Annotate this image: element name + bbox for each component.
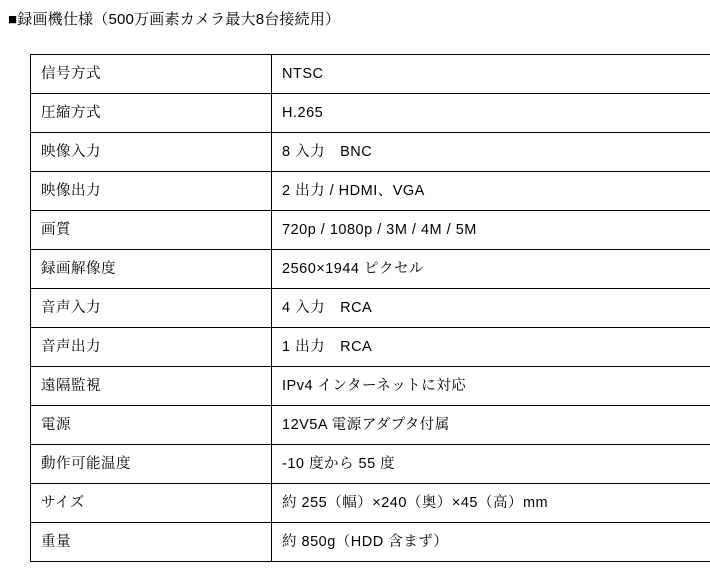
spec-value: 1 出力 RCA <box>272 328 710 367</box>
table-row <box>31 94 710 133</box>
spec-label: 遠隔監視 <box>31 367 272 406</box>
spec-label: 映像出力 <box>31 172 272 211</box>
spec-label: 圧縮方式 <box>31 94 272 133</box>
table-row <box>31 406 710 445</box>
spec-label: サイズ <box>31 484 272 523</box>
spec-value: IPv4 インターネットに対応 <box>272 367 710 406</box>
spec-label: 動作可能温度 <box>31 445 272 484</box>
spec-value: 8 入力 BNC <box>272 133 710 172</box>
table-body <box>31 55 710 562</box>
spec-value: 4 入力 RCA <box>272 289 710 328</box>
table-row <box>31 133 710 172</box>
table-row <box>31 172 710 211</box>
spec-label: 信号方式 <box>31 55 272 94</box>
spec-value: 2560×1944 ピクセル <box>272 250 710 289</box>
spec-value: 約 255（幅）×240（奥）×45（高）mm <box>272 484 710 523</box>
specification-table <box>30 54 710 562</box>
page-title: ■録画機仕様（500万画素カメラ最大8台接続用） <box>8 11 341 28</box>
table-row <box>31 250 710 289</box>
table-row <box>31 55 710 94</box>
spec-value: -10 度から 55 度 <box>272 445 710 484</box>
spec-value: 2 出力 / HDMI、VGA <box>272 172 710 211</box>
table-row <box>31 484 710 523</box>
table-row <box>31 523 710 562</box>
table-row <box>31 289 710 328</box>
spec-value: 12V5A 電源アダプタ付属 <box>272 406 710 445</box>
spec-label: 電源 <box>31 406 272 445</box>
table-row <box>31 445 710 484</box>
spec-label: 録画解像度 <box>31 250 272 289</box>
spec-value: 720p / 1080p / 3M / 4M / 5M <box>272 211 710 250</box>
spec-label: 音声入力 <box>31 289 272 328</box>
spec-value: NTSC <box>272 55 710 94</box>
table-row <box>31 211 710 250</box>
spec-label: 映像入力 <box>31 133 272 172</box>
spec-value: 約 850g（HDD 含まず） <box>272 523 710 562</box>
spec-label: 画質 <box>31 211 272 250</box>
spec-label: 重量 <box>31 523 272 562</box>
spec-value: H.265 <box>272 94 710 133</box>
table-row <box>31 367 710 406</box>
spec-label: 音声出力 <box>31 328 272 367</box>
table-row <box>31 328 710 367</box>
